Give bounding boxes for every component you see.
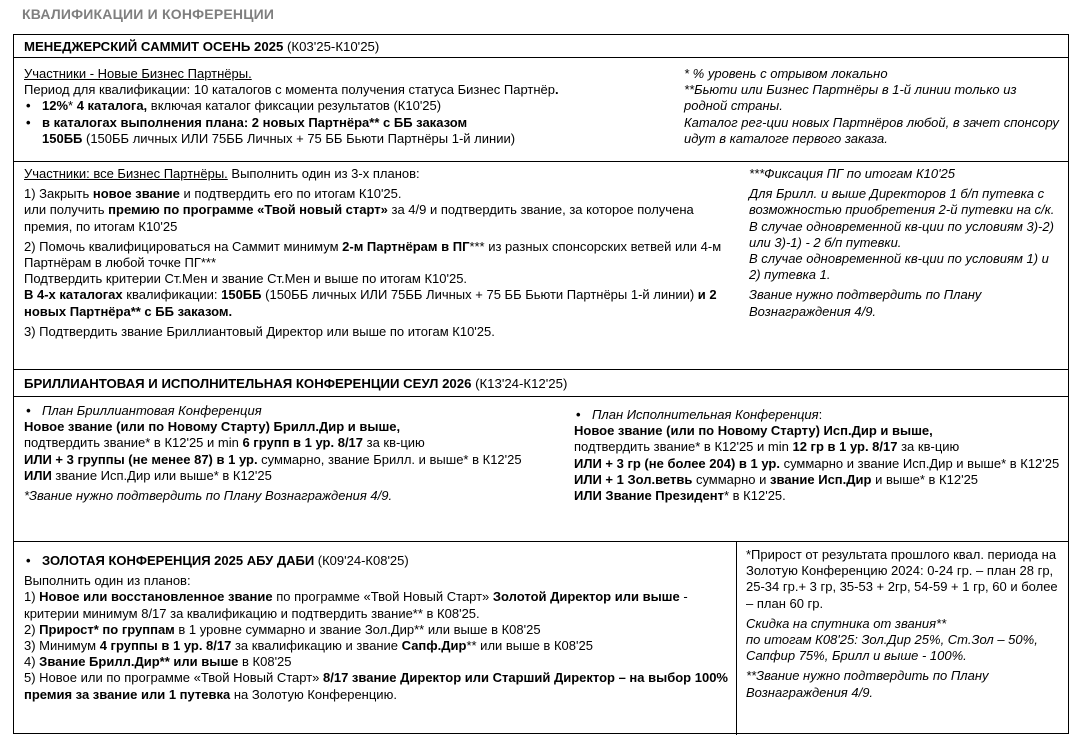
divider	[14, 161, 1068, 162]
diamond-plan-note: *Звание нужно подтвердить по Плану Вознаграждения 4/9.	[24, 488, 393, 504]
qualification-period: Период для квалификации: 10 каталогов с момента получения статуса Бизнес Партнёр.	[24, 82, 559, 98]
executive-plan-title: • План Исполнительная Конференция:	[574, 407, 1064, 423]
notes-all-partners: ***Фиксация ПГ по итогам К10'25 Для Брилл. и выше Директоров 1 б/п путевка с возможностью приобретения 2-й путевки на с/к. В случае одновременной кв-ции по условиям 3)-2) или 3)-1) - 2 б/п путевки. В случае одновременной кв-ции по условиям 1) и 2) путевка 1. Звание нужно подтвердить по Плану Вознаграждения 4/9.	[749, 166, 1055, 319]
gold-plan-3: 3) Минимум 4 группы в 1 ур. 8/17 за квалификацию и звание Сапф.Дир** или выше в К08'25	[24, 638, 593, 654]
gold-plan-1: 1) Новое или восстановленное звание по программе «Твой Новый Старт» Золотой Директор или выше - критерии минимум 8/17 за квалификацию и подтвердить звание** в К08'25.	[24, 589, 688, 621]
gold-conference-block: • ЗОЛОТАЯ КОНФЕРЕНЦИЯ 2025 АБУ ДАБИ (К09'24-К08'25) Выполнить один из планов: 1) Новое или восстановленное звание по программе «Твой Новый Старт» Золотой Директор или выше - критерии минимум 8/17 за квалификацию и подтвердить звание** в К08'25. 2) Прирост* по группам в 1 уровне суммарно и звание Зол.Дир** или выше в К08'25 3) Минимум 4 группы в 1 ур. 8/17 за квалификацию и звание Сапф.Дир** или выше в К08'25 4) Звание Брилл.Дир** или выше в К08'25 5) Новое или по программе «Твой Новый Старт» 8/17 звание Директор или Старший Директор – на выбор 100% премия за звание или 1 путевка на Золотую Конференцию.	[24, 553, 734, 703]
section-header-managers-summit: МЕНЕДЖЕРСКИЙ САММИТ ОСЕНЬ 2025 (К03'25-К10'25)	[14, 34, 1068, 58]
gold-conference-notes: *Прирост от результата прошлого квал. периода на Золотую Конференцию 2024: 0-24 гр. – план 28 гр, 25-34 гр.+ 3 гр, 35-53 + 2гр, 54-59 + 1 гр, 60 и более – план 60 гр. Скидка на спутника от звания** по итогам К08'25: Зол.Дир 25%, Ст.Зол – 50%, Сапфир 75%, Брилл и выше - 100%. **Звание нужно подтвердить по Плану Вознаграждения 4/9.	[746, 547, 1058, 700]
plan-1: 1) Закрыть новое звание и подтвердить его по итогам К10'25. или получить премию по программе «Твой новый старт» за 4/9 и подтвердить звание, за которое получена премия, по итогам К10'25	[24, 186, 694, 234]
divider	[14, 541, 1068, 542]
gold-plan-4: 4) Звание Брилл.Дир** или выше в К08'25	[24, 654, 292, 670]
section-header-diamond-executive: БРИЛЛИАНТОВАЯ И ИСПОЛНИТЕЛЬНАЯ КОНФЕРЕНЦИИ СЕУЛ 2026 (К13'24-К12'25)	[14, 369, 1068, 397]
diamond-conference-plan: • План Бриллиантовая Конференция Новое звание (или по Новому Старту) Брилл.Дир и выше, подтвердить звание* в К12'25 и min 6 групп в 1 ур. 8/17 за кв-цию ИЛИ + 3 группы (не менее 87) в 1 ур. суммарно, звание Брилл. и выше* в К12'25 ИЛИ звание Исп.Дир или выше* в К12'25 *Звание нужно подтвердить по Плану Вознаграждения 4/9.	[24, 403, 569, 504]
diamond-plan-title: • План Бриллиантовая Конференция	[24, 403, 569, 419]
notes-new-partners: * % уровень с отрывом локально **Бьюти или Бизнес Партнёры в 1-й линии только из родной страны. Каталог рег-ции новых Партнёров любой, в зачет спонсору идут в каталоге первого заказа.	[684, 66, 1059, 146]
column-divider	[736, 541, 737, 735]
bullet-plan-catalogs: • в каталогах выполнения плана: 2 новых Партнёра** с ББ заказом	[24, 115, 674, 131]
qualifications-table	[13, 34, 1069, 734]
all-partners-block	[24, 166, 739, 340]
bullet-12-percent: • 12%* 4 каталога, включая каталог фиксации результатов (К10'25)	[24, 98, 674, 114]
executive-conference-plan: • План Исполнительная Конференция: Новое звание (или по Новому Старту) Исп.Дир и выше, подтвердить звание* в К12'25 и min 12 гр в 1 ур. 8/17 за кв-цию ИЛИ + 3 гр (не более 204) в 1 ур. суммарно и звание Исп.Дир и выше* в К12'25 ИЛИ + 1 Зол.ветвь суммарно и звание Исп.Дир и выше* в К12'25 ИЛИ Звание Президент* в К12'25.	[574, 407, 1064, 504]
new-partners-title: Участники - Новые Бизнес Партнёры.	[24, 66, 252, 81]
plan-2: 2) Помочь квалифицироваться на Саммит минимум 2-м Партнёрам в ПГ*** из разных спонсорских ветвей или 4-м Партнёрам в любой точке ПГ*** Подтвердить критерии Ст.Мен и звание Ст.Мен и выше по итогам К10'25. В 4-х каталогах квалификации: 150ББ (150ББ личных ИЛИ 75ББ Личных + 75 ББ Бьюти Партнёры 1-й линии) и 2 новых Партнёра** с ББ заказом.	[24, 238, 722, 319]
new-partners-block	[24, 66, 674, 147]
bullet-plan-catalogs-detail: 150ББ (150ББ личных ИЛИ 75ББ Личных + 75 ББ Бьюти Партнёры 1-й линии)	[42, 130, 516, 146]
page-title: КВАЛИФИКАЦИИ И КОНФЕРЕНЦИИ	[22, 6, 275, 22]
gold-conference-header: • ЗОЛОТАЯ КОНФЕРЕНЦИЯ 2025 АБУ ДАБИ (К09'24-К08'25)	[24, 553, 734, 569]
plan-3: 3) Подтвердить звание Бриллиантовый Директор или выше по итогам К10'25.	[24, 323, 495, 339]
all-partners-title: Участники: все Бизнес Партнёры. Выполнить один из 3-х планов:	[24, 166, 420, 181]
gold-plan-2: 2) Прирост* по группам в 1 уровне суммарно и звание Зол.Дир** или выше в К08'25	[24, 621, 541, 637]
gold-plan-5: 5) Новое или по программе «Твой Новый Старт» 8/17 звание Директор или Старший Директор – на выбор 100% премия за звание или 1 путевка на Золотую Конференцию.	[24, 670, 728, 702]
